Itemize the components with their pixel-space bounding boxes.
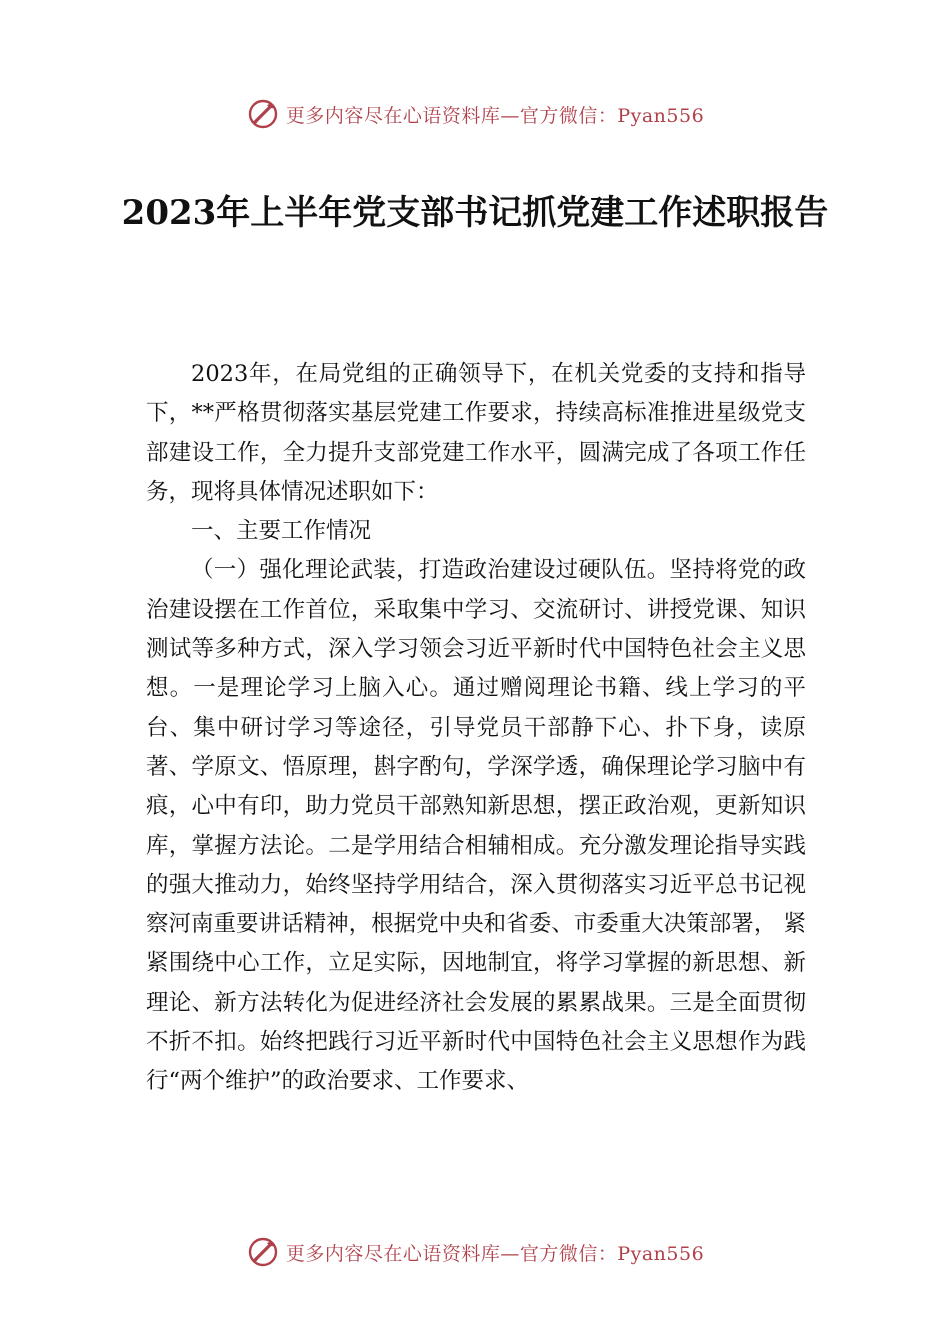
brush-logo-icon bbox=[246, 97, 280, 131]
header-banner bbox=[0, 94, 950, 134]
section-heading: 一、主要工作情况 bbox=[191, 518, 372, 545]
document-title: 2023年上半年党支部书记抓党建工作述职报告 bbox=[121, 193, 829, 233]
intro-paragraph: 2023年，在局党组的正确领导下，在机关党委的支持和指导下，**严格贯彻落实基层党建工作要求，持续高标准推进星级党支部建设工作，全力提升支部党建工作水平，圆满完成了各项工作任务，现将具体情况述职如下： bbox=[146, 361, 806, 505]
body-paragraph: （一）强化理论武装，打造政治建设过硬队伍。坚持将党的政治建设摆在工作首位，采取集中学习、交流研讨、讲授党课、知识测试等多种方式，深入学习领会习近平新时代中国特色社会主义思想。一是理论学习上脑入心。通过赠阅理论书籍、线上学习的平台、集中研讨学习等途径，引导党员干部静下心、扑下身，读原著、学原文、悟原理，斟字酌句，学深学透，确保理论学习脑中有痕，心中有印，助力党员干部熟知新思想，摆正政治观，更新知识库，掌握方法论。二是学用结合相辅相成。充分激发理论指导实践的强大推动力，始终坚持学用结合，深入贯彻落实习近平总书记视察河南重要讲话精神，根据党中央和省委、市委重大决策部署， 紧紧围绕中心工作，立足实际，因地制宜，将学习掌握的新思想、新理论、新方法转化为促进经济社会发展的累累战果。三是全面贯彻不折不扣。始终把践行习近平新时代中国特色社会主义思想作为践行“两个维护”的政治要求、工作要求、 bbox=[146, 557, 806, 1095]
brush-logo-icon bbox=[246, 1235, 280, 1269]
footer-banner bbox=[0, 1232, 950, 1272]
document-body bbox=[146, 355, 806, 1102]
header-banner-text: 更多内容尽在心语资料库—官方微信：Pyan556 bbox=[285, 104, 705, 127]
footer-banner-text: 更多内容尽在心语资料库—官方微信：Pyan556 bbox=[285, 1242, 705, 1265]
